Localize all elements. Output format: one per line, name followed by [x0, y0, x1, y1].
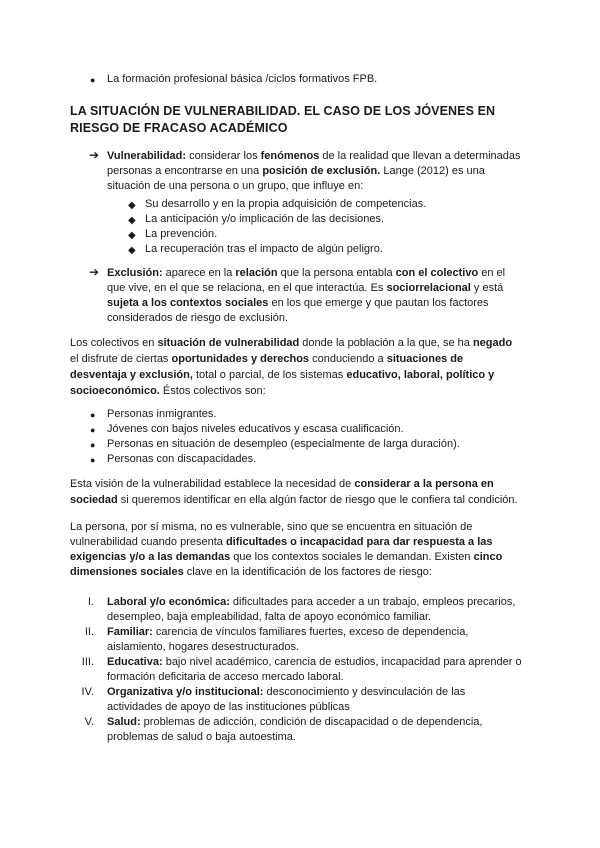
diamond-bullet-icon: ◆ — [128, 245, 136, 256]
list-item: Personas en situación de desempleo (especialmente de larga duración). — [107, 438, 460, 450]
dimension-item-organizativa: Organizativa y/o institucional: desconocimiento y desvinculación de las — [107, 686, 466, 698]
colectivos-line-4: socioeconómico. Éstos colectivos son: — [70, 385, 266, 397]
dimension-item-educativa: Educativa: bajo nivel académico, carencia de estudios, incapacidad para aprender o — [107, 656, 522, 668]
dimension-item-familiar: Familiar: carencia de vínculos familiares fuertes, exceso de dependencia, — [107, 626, 469, 638]
diamond-bullet-icon: ◆ — [128, 215, 136, 226]
list-item: Personas inmigrantes. — [107, 408, 217, 420]
exclusion-term: Exclusión: — [107, 267, 163, 279]
vision-line-2: sociedad si queremos identificar en ella algún factor de riesgo que le confiera tal condición. — [70, 494, 518, 506]
dimension-item-educativa-cont: formación deficitaria de acceso mercado laboral. — [107, 671, 344, 683]
list-item: Jóvenes con bajos niveles educativos y escasa cualificación. — [107, 423, 404, 435]
vulnerabilidad-term: Vulnerabilidad: — [107, 150, 187, 162]
bullet-icon: ● — [90, 75, 96, 85]
dimension-item-salud-cont: problemas de salud o baja autoestima. — [107, 731, 296, 743]
vulnerabilidad-line-2: personas a encontrarse en una posición de exclusión. Lange (2012) es una — [107, 165, 485, 177]
list-item: Personas con discapacidades. — [107, 453, 257, 465]
list-item: La anticipación y/o implicación de las decisiones. — [145, 213, 385, 225]
vulnerabilidad-line-3: situación de una persona o un grupo, que influye en: — [107, 180, 364, 192]
persona-line-2: vulnerabilidad cuando presenta dificultades o incapacidad para dar respuesta a las — [70, 536, 493, 548]
persona-line-3: exigencias y/o a las demandas que los contextos sociales le demandan. Existen cinco — [70, 551, 503, 563]
colectivos-line-2: el disfrute de ciertas oportunidades y derechos conduciendo a situaciones de — [70, 353, 464, 365]
top-bullet-text: La formación profesional básica /ciclos formativos FPB. — [107, 73, 378, 85]
arrow-icon: ➔ — [89, 148, 100, 162]
section-heading-line-2: RIESGO DE FRACASO ACADÉMICO — [70, 121, 288, 135]
exclusion-line-3: sujeta a los contextos sociales en los que emerge y que pautan los factores — [107, 297, 489, 309]
dimension-item-familiar-cont: aislamiento, hogares desestructurados. — [107, 641, 299, 653]
diamond-bullet-icon: ◆ — [128, 230, 136, 241]
dimension-item-salud: Salud: problemas de adicción, condición de discapacidad o de dependencia, — [107, 716, 483, 728]
persona-line-1: La persona, por sí misma, no es vulnerable, sino que se encuentra en situación de — [70, 521, 473, 533]
list-item: La prevención. — [145, 228, 218, 240]
dimension-item-organizativa-cont: actividades de apoyo de las instituciones públicas — [107, 701, 350, 713]
exclusion-line-1: Exclusión: aparece en la relación que la persona entabla con el colectivo en el — [107, 267, 506, 279]
list-number: IV. — [81, 686, 94, 698]
list-item: Su desarrollo y en la propia adquisición de competencias. — [145, 198, 427, 210]
vulnerabilidad-line-1: Vulnerabilidad: considerar los fenómenos de la realidad que llevan a determinadas — [107, 150, 521, 162]
bullet-icon: ● — [90, 410, 96, 420]
list-number: I. — [87, 596, 94, 608]
persona-line-4: dimensiones sociales clave en la identificación de los factores de riesgo: — [70, 566, 432, 578]
vision-line-1: Esta visión de la vulnerabilidad establece la necesidad de considerar a la persona en — [70, 478, 494, 490]
colectivos-line-1: Los colectivos en situación de vulnerabilidad donde la población a la que, se ha negado — [70, 337, 513, 349]
bullet-icon: ● — [90, 455, 96, 465]
list-item: La recuperación tras el impacto de algún peligro. — [145, 243, 383, 255]
arrow-icon: ➔ — [89, 265, 100, 279]
bullet-icon: ● — [90, 425, 96, 435]
list-number: II. — [84, 626, 94, 638]
exclusion-line-4: considerados de riesgo de exclusión. — [107, 312, 289, 324]
list-number: V. — [84, 716, 94, 728]
exclusion-line-2: que vive, en el que se relaciona, en el que interactúa. Es sociorrelacional y está — [107, 282, 504, 294]
dimension-item-laboral: Laboral y/o económica: dificultades para acceder a un trabajo, empleos precarios, — [107, 596, 516, 608]
bullet-icon: ● — [90, 440, 96, 450]
diamond-bullet-icon: ◆ — [128, 200, 136, 211]
section-heading-line-1: LA SITUACIÓN DE VULNERABILIDAD. EL CASO DE LOS JÓVENES EN — [70, 104, 496, 118]
dimension-item-laboral-cont: desempleo, baja empleabilidad, falta de apoyo económico familiar. — [107, 611, 432, 623]
list-number: III. — [81, 656, 94, 668]
colectivos-line-3: desventaja y exclusión, total o parcial, de los sistemas educativo, laboral, político y — [70, 369, 495, 381]
